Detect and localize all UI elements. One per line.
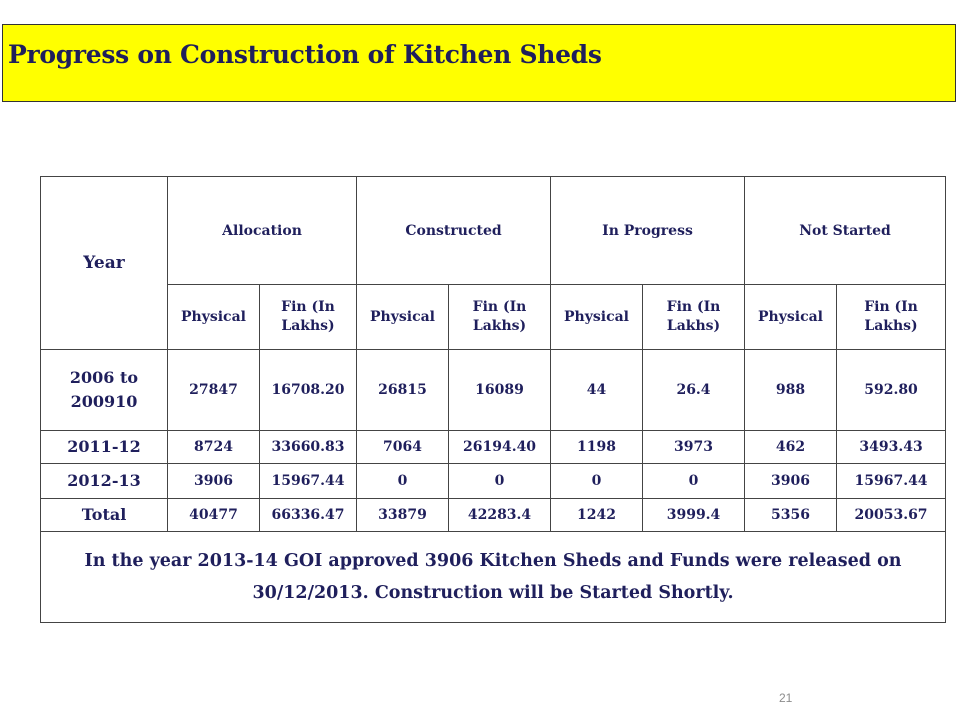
note-row: [41, 532, 946, 623]
group-header-allocation: Allocation: [168, 177, 357, 285]
table-cell: 0: [643, 464, 745, 499]
table-cell: 42283.4: [449, 499, 551, 532]
table-cell: 26.4: [643, 350, 745, 431]
table-cell: 15967.44: [837, 464, 946, 499]
sub-header: Physical: [168, 285, 260, 350]
note-text: In the year 2013-14 GOI approved 3906 Kitchen Sheds and Funds were released on 30/12/2013. Construction will be Started Shortly.: [41, 532, 946, 623]
table-cell: 3999.4: [643, 499, 745, 532]
table-cell: 66336.47: [260, 499, 357, 532]
sub-header: Fin (In Lakhs): [260, 285, 357, 350]
sub-header: Physical: [745, 285, 837, 350]
table-cell: 3906: [168, 464, 260, 499]
row-year: Total: [41, 499, 168, 532]
table-row: [41, 431, 946, 464]
table-cell: 462: [745, 431, 837, 464]
group-header-constructed: Constructed: [357, 177, 551, 285]
row-year: 2006 to 200910: [41, 350, 168, 431]
sub-header: Physical: [357, 285, 449, 350]
table-cell: 5356: [745, 499, 837, 532]
table-row-total: [41, 499, 946, 532]
table-cell: 15967.44: [260, 464, 357, 499]
table-cell: 0: [551, 464, 643, 499]
table-cell: 33879: [357, 499, 449, 532]
table-cell: 44: [551, 350, 643, 431]
group-header-in-progress: In Progress: [551, 177, 745, 285]
table-cell: 16089: [449, 350, 551, 431]
table-cell: 27847: [168, 350, 260, 431]
table-cell: 7064: [357, 431, 449, 464]
year-header: Year: [41, 177, 168, 350]
table-cell: 8724: [168, 431, 260, 464]
header-row-sub: [41, 285, 946, 350]
table-cell: 40477: [168, 499, 260, 532]
table-cell: 33660.83: [260, 431, 357, 464]
kitchen-sheds-table: [40, 176, 946, 623]
sub-header: Physical: [551, 285, 643, 350]
slide-title: Progress on Construction of Kitchen Sheds: [8, 40, 602, 69]
group-header-not-started: Not Started: [745, 177, 946, 285]
header-row-groups: [41, 177, 946, 285]
table-row: [41, 464, 946, 499]
table-cell: 0: [449, 464, 551, 499]
table-cell: 16708.20: [260, 350, 357, 431]
table-cell: 1198: [551, 431, 643, 464]
table-cell: 592.80: [837, 350, 946, 431]
table-row: [41, 350, 946, 431]
table-cell: 26815: [357, 350, 449, 431]
row-year: 2011-12: [41, 431, 168, 464]
sub-header: Fin (In Lakhs): [837, 285, 946, 350]
page-number: 21: [779, 691, 793, 705]
table-cell: 3493.43: [837, 431, 946, 464]
table-cell: 26194.40: [449, 431, 551, 464]
table-cell: 20053.67: [837, 499, 946, 532]
table-cell: 0: [357, 464, 449, 499]
row-year: 2012-13: [41, 464, 168, 499]
table-cell: 988: [745, 350, 837, 431]
table-cell: 3973: [643, 431, 745, 464]
sub-header: Fin (In Lakhs): [643, 285, 745, 350]
table-cell: 3906: [745, 464, 837, 499]
table-cell: 1242: [551, 499, 643, 532]
sub-header: Fin (In Lakhs): [449, 285, 551, 350]
